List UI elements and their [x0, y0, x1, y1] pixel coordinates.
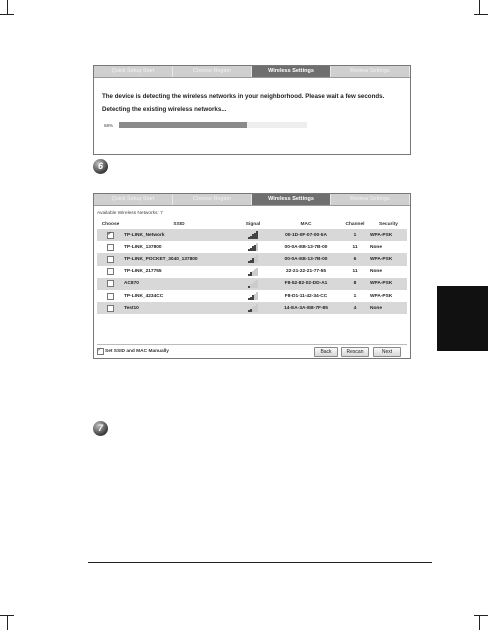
tab-choose-region[interactable]: Choose Region — [173, 66, 252, 77]
network-checkbox[interactable] — [107, 268, 114, 275]
chapter-tab — [437, 286, 488, 351]
crop-mark — [474, 14, 488, 15]
choose-cell — [97, 278, 124, 290]
ssid-cell: Test10 — [124, 302, 234, 314]
set-ssid-checkbox[interactable] — [97, 348, 104, 355]
detecting-status: Detecting the existing wireless networks... — [102, 106, 227, 113]
networks-screenshot — [93, 193, 411, 359]
table-row[interactable] — [97, 253, 407, 265]
progress-bar — [119, 122, 247, 128]
step-6-icon: 6 — [93, 159, 108, 174]
detecting-message: The device is detecting the wireless networks in your neighborhood. Please wait a few seconds. — [102, 93, 385, 100]
column-header: Security — [379, 222, 398, 227]
channel-cell: 6 — [340, 253, 370, 265]
channel-cell: 1 — [353, 293, 357, 299]
progress-percent: 68% — [104, 122, 114, 128]
next-button[interactable]: Next — [373, 347, 401, 357]
tab-quick-setup-start[interactable]: Quick Setup Start — [94, 194, 173, 205]
channel-cell: 1 — [340, 229, 370, 241]
table-row[interactable] — [97, 290, 407, 302]
signal-cell — [234, 278, 272, 290]
network-checkbox[interactable] — [107, 305, 114, 312]
signal-strength-icon — [248, 255, 258, 263]
signal-strength-icon — [248, 280, 258, 288]
step-7-icon: 7 — [93, 421, 108, 436]
ssid-cell: TP-LINK_Network — [124, 229, 234, 241]
wizard-tabs — [94, 194, 410, 206]
choose-cell — [97, 229, 124, 241]
security-cell: None — [370, 269, 382, 275]
ssid-cell: TP-LINK_4234CC — [124, 293, 164, 299]
detect-screenshot — [93, 65, 411, 155]
security-cell: WPA-PSK — [370, 278, 407, 290]
network-checkbox[interactable] — [107, 280, 114, 287]
signal-strength-icon — [248, 243, 258, 251]
table-row[interactable] — [97, 241, 407, 253]
choose-cell — [97, 266, 124, 278]
network-checkbox[interactable] — [107, 256, 114, 263]
table-row[interactable] — [97, 302, 407, 314]
network-checkbox[interactable] — [107, 244, 114, 251]
channel-cell: 11 — [352, 244, 358, 250]
ssid-cell: TP-LINK_137800 — [124, 244, 162, 250]
networks-table — [97, 220, 407, 314]
column-header: Choose — [101, 222, 120, 227]
signal-strength-icon — [248, 292, 258, 300]
security-cell: WPA-PSK — [370, 293, 393, 299]
network-checkbox[interactable] — [107, 232, 114, 239]
choose-cell — [97, 290, 124, 302]
page-footer-rule — [88, 562, 432, 563]
security-cell: WPA-PSK — [370, 253, 407, 265]
tab-quick-setup-start[interactable]: Quick Setup Start — [94, 66, 173, 77]
ssid-cell: AC870 — [124, 278, 234, 290]
choose-cell — [97, 253, 124, 265]
tab-choose-region[interactable]: Choose Region — [173, 194, 252, 205]
set-ssid-label: Set SSID and MAC Manually — [105, 349, 169, 354]
table-row[interactable] — [97, 278, 407, 290]
ssid-cell: TP-LINK_217755 — [124, 269, 162, 275]
column-header: SSID — [173, 222, 185, 227]
ssid-cell: TP-LINK_POCKET_3040_137800 — [124, 253, 234, 265]
crop-mark — [0, 14, 14, 15]
network-checkbox[interactable] — [107, 293, 114, 300]
signal-cell — [234, 302, 272, 314]
channel-cell: 4 — [340, 302, 370, 314]
signal-strength-icon — [248, 268, 258, 276]
signal-strength-icon — [248, 231, 258, 239]
signal-cell — [234, 241, 272, 253]
mac-cell: F8-D1-11-42-34-CC — [284, 293, 328, 299]
crop-mark — [7, 616, 8, 630]
mac-cell: 22-21-22-21-77-55 — [285, 269, 326, 275]
networks-footer — [97, 344, 407, 357]
signal-strength-icon — [248, 304, 258, 312]
column-header: Channel — [345, 222, 365, 227]
back-button[interactable]: Back — [314, 347, 338, 357]
column-header: MAC — [300, 222, 312, 227]
rescan-button[interactable]: Rescan — [341, 347, 369, 357]
available-networks-label: Available Wireless Networks: 7 — [97, 211, 163, 216]
crop-mark — [7, 0, 8, 14]
security-cell: None — [370, 244, 382, 250]
security-cell: None — [370, 302, 407, 314]
mac-cell: 14-EA-3A-EB-7F-85 — [272, 302, 340, 314]
signal-cell — [234, 266, 272, 278]
signal-cell — [234, 229, 272, 241]
security-cell: WPA-PSK — [370, 229, 407, 241]
tab-wireless-settings[interactable]: Wireless Settings — [252, 194, 331, 205]
column-header: Signal — [245, 222, 261, 227]
choose-cell — [97, 302, 124, 314]
crop-mark — [479, 616, 480, 630]
progress — [104, 122, 307, 128]
crop-mark — [479, 0, 480, 14]
wizard-tabs — [94, 66, 410, 78]
table-row[interactable] — [97, 229, 407, 241]
signal-cell — [234, 290, 272, 302]
progress-track — [119, 122, 307, 128]
channel-cell: 8 — [340, 278, 370, 290]
tab-review-settings[interactable]: Review Settings — [331, 194, 410, 205]
crop-mark — [0, 615, 14, 616]
channel-cell: 11 — [352, 269, 358, 275]
tab-wireless-settings[interactable]: Wireless Settings — [252, 66, 331, 77]
mac-cell: 00-1D-0F-07-00-5A — [272, 229, 340, 241]
signal-cell — [234, 253, 272, 265]
table-row[interactable] — [97, 266, 407, 278]
choose-cell — [97, 241, 124, 253]
mac-cell: F8-52-82-02-DD-A1 — [272, 278, 340, 290]
crop-mark — [474, 615, 488, 616]
mac-cell: 00-0A-EB-13-7B-00 — [272, 253, 340, 265]
table-header — [97, 220, 407, 229]
tab-review-settings[interactable]: Review Settings — [331, 66, 410, 77]
mac-cell: 00-0A-EB-13-7B-00 — [284, 244, 328, 250]
